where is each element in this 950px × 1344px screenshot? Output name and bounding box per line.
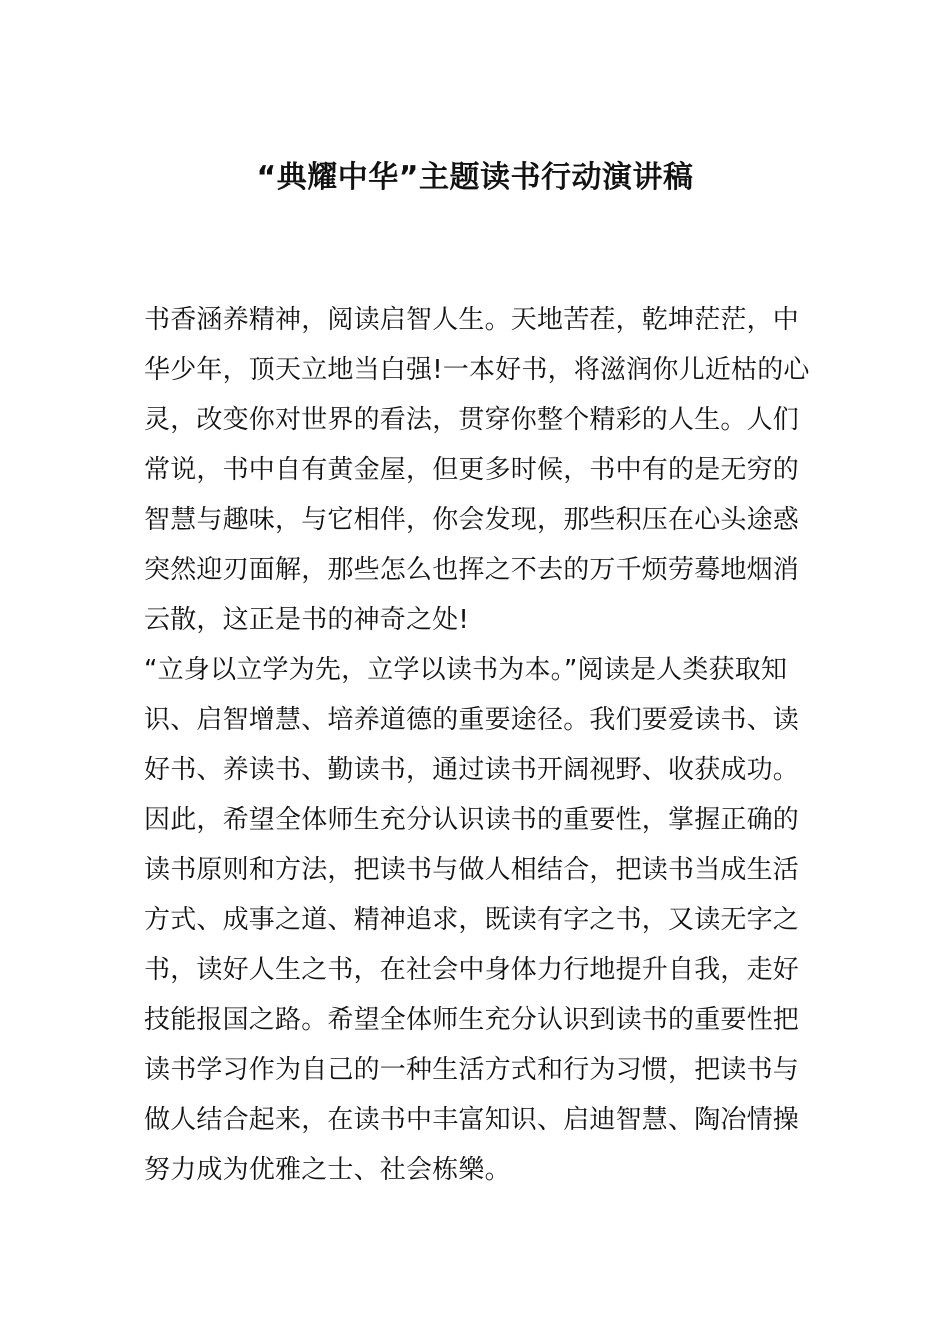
text-line: 书香涵养精神，阅读启智人生。天地苦茬，乾坤茫茫，中: [144, 305, 800, 335]
text-line: 努力成为优雅之士、社会栋樂。: [144, 1155, 511, 1185]
text-line: 常说，书中自有黄金屋，但更多时候，书中有的是无穷的: [144, 455, 800, 485]
text-line: 方式、成事之道、精神追求，既读有字之书，又读无字之: [144, 905, 800, 935]
text-line: 云散，这正是书的神奇之处!: [144, 605, 470, 635]
text-line: 识、启智增慧、培养道德的重要途径。我们要爱读书、读: [144, 705, 800, 735]
text-line: “立身以立学为先，立学以读书为本。”阅读是人类获取知: [144, 655, 788, 685]
text-line: 灵，改变你对世界的看法，贯穿你整个精彩的人生。人们: [144, 405, 800, 435]
text-line: 书，读好人生之书，在社会中身体力行地提升自我，走好: [144, 955, 800, 985]
document-title: “典耀中华”主题读书行动演讲稿: [256, 160, 694, 195]
text-line: 因此，希望全体师生充分认识读书的重要性，掌握正确的: [144, 805, 800, 835]
text-line: 好书、养读书、勤读书，通过读书开阔视野、收获成功。: [144, 755, 800, 785]
text-line: 做人结合起来，在读书中丰富知识、启迪智慧、陶冶情操: [144, 1105, 800, 1135]
text-line: 读书原则和方法，把读书与做人相结合，把读书当成生活: [144, 855, 800, 885]
text-line: 智慧与趣味，与它相伴，你会发现，那些积压在心头途惑: [144, 505, 800, 535]
document-body: [144, 295, 814, 1195]
text-line: 技能报国之路。希望全体师生充分认识到读书的重要性把: [144, 1005, 800, 1035]
text-line: 华少年，顶天立地当白强!一本好书，将滋润你儿近枯的心: [144, 355, 810, 385]
text-line: 读书学习作为自己的一种生活方式和行为习惯，把读书与: [144, 1055, 800, 1085]
text-line: 突然迎刃面解，那些怎么也挥之不去的万千烦劳蓦地烟消: [144, 555, 800, 585]
